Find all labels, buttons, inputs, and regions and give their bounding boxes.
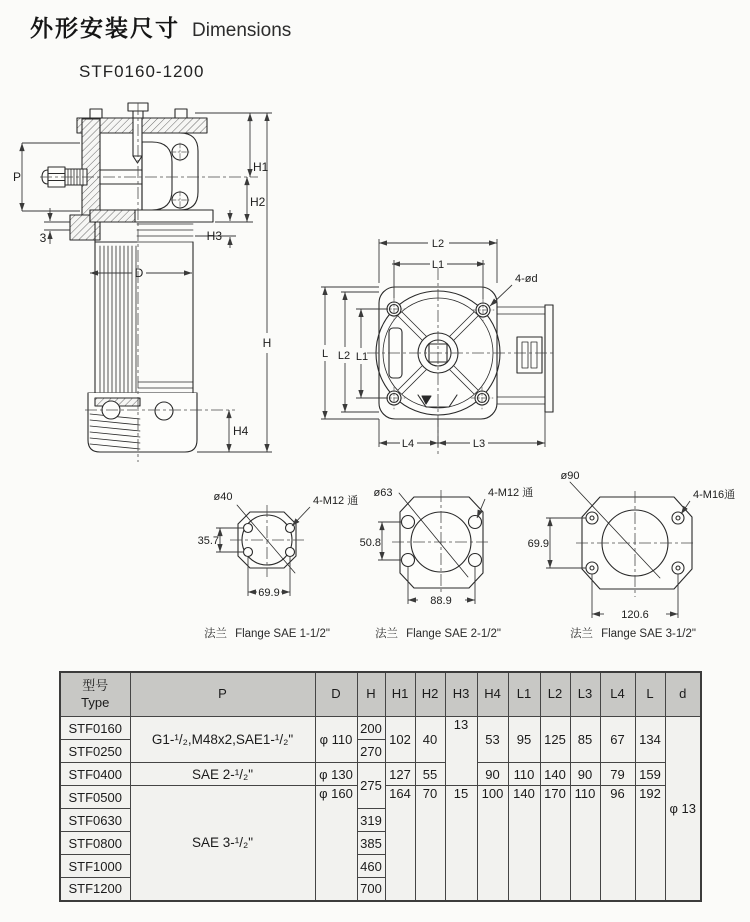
col-header-l4: L4 (600, 672, 635, 717)
table-cell: 164 (385, 786, 415, 901)
table-cell: 13 (445, 717, 477, 786)
col-header-h4: H4 (477, 672, 508, 717)
table-cell: 40 (415, 717, 445, 763)
flange1-caption: 法兰 Flange SAE 1-1/2" (204, 628, 330, 640)
dim-label-l1-top: L1 (431, 259, 445, 271)
filter-element-pleats (100, 246, 136, 392)
col-header-d: D (315, 672, 357, 717)
dim-label-3: 3 (39, 231, 47, 245)
col-header-l: L (635, 672, 665, 717)
flange1-bolt-label: 4-M12 通 (313, 495, 359, 507)
table-cell: 85 (570, 717, 600, 763)
col-header-type: 型号 Type (60, 672, 130, 717)
flange1-pitch-v: 35.7 (197, 535, 219, 547)
table-cell: 460 (357, 855, 385, 878)
dim-label-h: H (262, 336, 272, 350)
dim-label-l1-left: L1 (355, 351, 369, 363)
table-cell: 125 (540, 717, 570, 763)
table-cell: 67 (600, 717, 635, 763)
col-header-l1: L1 (508, 672, 540, 717)
table-cell: 200 (357, 717, 385, 740)
table-cell: 192 (635, 786, 665, 901)
top-view-drawing (300, 228, 562, 458)
page-title-en: Dimensions (192, 20, 292, 41)
col-header-dia: d (665, 672, 701, 717)
flange3-pitch-v: 69.9 (527, 538, 549, 550)
flange2-bore-label: ø63 (373, 487, 393, 499)
table-cell: φ 160 (315, 786, 357, 901)
col-header-h: H (357, 672, 385, 717)
dim-label-l2-top: L2 (431, 238, 445, 250)
flange2-pitch-h: 88.9 (430, 595, 452, 607)
table-cell: 140 (508, 786, 540, 901)
table-cell: 90 (570, 763, 600, 786)
table-cell: 385 (357, 832, 385, 855)
table-cell: φ 13 (665, 717, 701, 901)
table-cell: 700 (357, 878, 385, 901)
model-range: STF0160-1200 (79, 62, 205, 81)
dim-label-bolt-callout: 4-ød (515, 273, 538, 285)
table-cell: 110 (570, 786, 600, 901)
dim-label-h2: H2 (250, 195, 266, 209)
table-cell: 53 (477, 717, 508, 763)
table-cell: 95 (508, 717, 540, 763)
row-type: STF0250 (60, 740, 130, 763)
flange1-bore-label: ø40 (213, 491, 233, 503)
flange2-pitch-v: 50.8 (359, 537, 381, 549)
table-cell: 275 (357, 763, 385, 809)
flange1-pitch-h: 69.9 (258, 587, 280, 599)
flange2-bolt-label: 4-M12 通 (488, 487, 534, 499)
table-cell: 110 (508, 763, 540, 786)
table-cell: 96 (600, 786, 635, 901)
flange3-bore-label: ø90 (560, 470, 580, 482)
row-type: STF1000 (60, 855, 130, 878)
table-cell: 55 (415, 763, 445, 786)
row-type: STF0800 (60, 832, 130, 855)
col-header-l2: L2 (540, 672, 570, 717)
dim-label-p: P (12, 170, 22, 184)
col-header-l3: L3 (570, 672, 600, 717)
table-cell: G1-¹/₂,M48x2,SAE1-¹/₂" (130, 717, 315, 763)
row-type: STF0500 (60, 786, 130, 809)
table-cell: 90 (477, 763, 508, 786)
table-cell: 15 (445, 786, 477, 901)
header-row (60, 672, 701, 717)
table-cell: φ 130 (315, 763, 357, 786)
col-header-p: P (130, 672, 315, 717)
head-top-view (376, 287, 553, 419)
table-cell: 159 (635, 763, 665, 786)
flange3-bolt-label: 4-M16通 (693, 489, 736, 501)
side-view-drawing (6, 100, 276, 478)
flange3-caption: 法兰 Flange SAE 3-1/2" (570, 628, 696, 640)
dim-label-h4: H4 (233, 424, 249, 438)
page-title-zh: 外形安装尺寸 (30, 15, 180, 41)
dim-label-h3: H3 (206, 229, 222, 243)
table-cell: φ 110 (315, 717, 357, 763)
filter-head-section (39, 103, 213, 452)
flange-details-drawing (180, 465, 750, 650)
flange-sae-1-5 (198, 491, 359, 640)
flange-sae-2-5 (360, 486, 534, 640)
dim-label-h1: H1 (253, 160, 269, 174)
table-cell: 134 (635, 717, 665, 763)
table-cell: SAE 2-¹/₂" (130, 763, 315, 786)
flange2-caption: 法兰 Flange SAE 2-1/2" (375, 628, 501, 640)
table-cell: 100 (477, 786, 508, 901)
table-cell: 70 (415, 786, 445, 901)
page-title (30, 10, 291, 43)
table-cell: SAE 3-¹/₂" (130, 786, 315, 901)
table-cell: 79 (600, 763, 635, 786)
flange-sae-3-5 (528, 470, 736, 640)
dim-label-d: D (134, 266, 144, 280)
table-row (60, 763, 701, 786)
table-cell: 170 (540, 786, 570, 901)
table-cell: 270 (357, 740, 385, 763)
row-type: STF0400 (60, 763, 130, 786)
dim-label-l: L (321, 348, 329, 360)
table-cell: 140 (540, 763, 570, 786)
dim-label-l2-left: L2 (337, 350, 351, 362)
flange3-pitch-h: 120.6 (621, 609, 649, 621)
col-header-h2: H2 (415, 672, 445, 717)
dimension-table (59, 671, 702, 902)
table-cell: 102 (385, 717, 415, 763)
col-header-h1: H1 (385, 672, 415, 717)
row-type: STF0630 (60, 809, 130, 832)
table-row (60, 717, 701, 740)
col-header-h3: H3 (445, 672, 477, 717)
dim-label-l3: L3 (472, 438, 486, 450)
table-cell: 127 (385, 763, 415, 786)
table-cell: 319 (357, 809, 385, 832)
dim-label-l4: L4 (401, 438, 415, 450)
row-type: STF1200 (60, 878, 130, 901)
row-type: STF0160 (60, 717, 130, 740)
